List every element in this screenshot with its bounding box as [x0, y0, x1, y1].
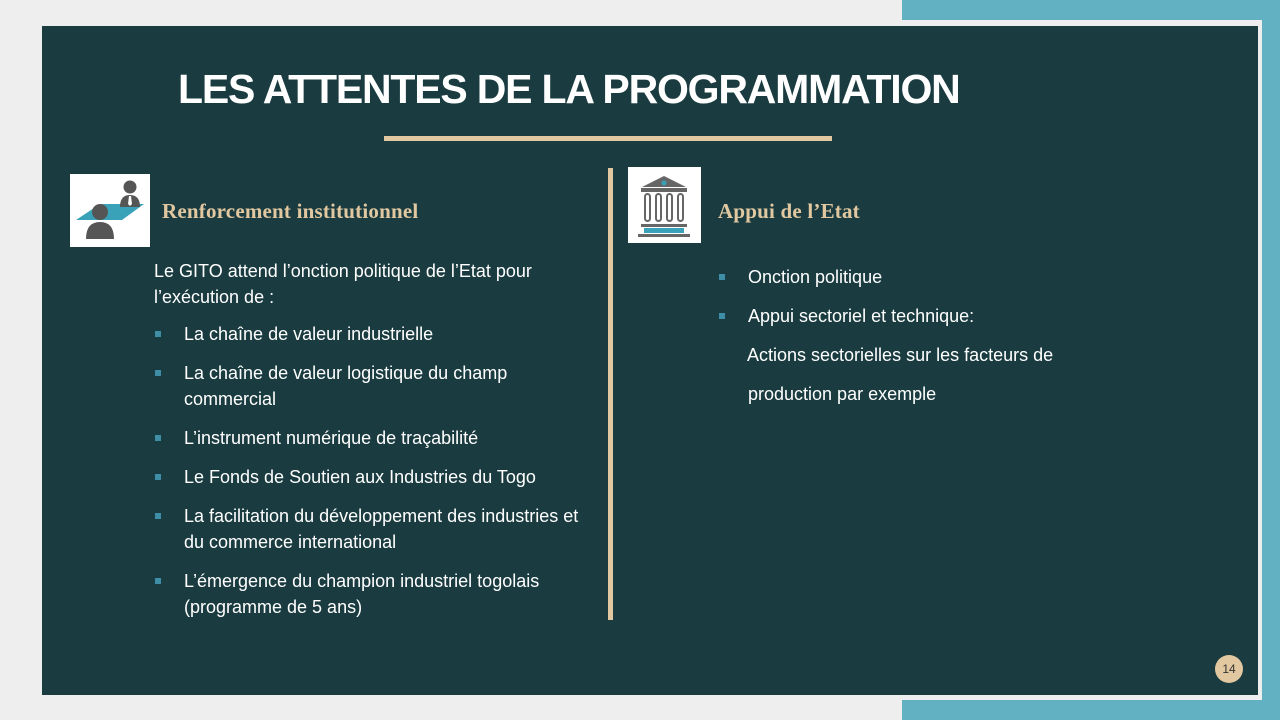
- list-item: La chaîne de valeur logistique du champ commercial: [184, 360, 584, 412]
- section-heading-renforcement: Renforcement institutionnel: [162, 199, 419, 223]
- list-item: L’émergence du champion industriel togolais (programme de 5 ans): [184, 568, 584, 620]
- left-bullet-list: [184, 321, 584, 633]
- bullet-icon: [155, 435, 161, 441]
- bullet-icon: [155, 331, 161, 337]
- list-item: Le Fonds de Soutien aux Industries du Togo: [184, 464, 584, 490]
- bullet-icon: [155, 513, 161, 519]
- bullet-icon: [155, 474, 161, 480]
- title-underline: [384, 136, 832, 141]
- list-item: La chaîne de valeur industrielle: [184, 321, 584, 347]
- section-heading-appui: Appui de l’Etat: [718, 199, 860, 223]
- list-continuation: production par exemple: [748, 384, 937, 404]
- list-item: La facilitation du développement des industries et du commerce international: [184, 503, 584, 555]
- list-item: Onction politique: [748, 264, 1168, 290]
- government-building-icon: [628, 167, 701, 243]
- page-number: 14: [1215, 655, 1243, 683]
- list-item: Appui sectoriel et technique:: [748, 303, 1168, 329]
- column-divider: [608, 168, 613, 620]
- bullet-icon: [719, 274, 725, 280]
- accent-bar-right: [1262, 0, 1280, 720]
- bullet-icon: [155, 578, 161, 584]
- bullet-icon: [155, 370, 161, 376]
- slide-panel: [42, 26, 1258, 695]
- bullet-icon: [719, 313, 725, 319]
- accent-bar-bottom: [902, 700, 1280, 720]
- slide-title: LES ATTENTES DE LA PROGRAMMATION: [178, 66, 960, 112]
- accent-bar-top: [902, 0, 1280, 20]
- list-item: L’instrument numérique de traçabilité: [184, 425, 584, 451]
- list-continuation: Actions sectorielles sur les facteurs de: [747, 345, 1054, 365]
- meeting-people-icon: [70, 174, 150, 247]
- intro-text: Le GITO attend l’onction politique de l’Etat pour l’exécution de :: [154, 261, 532, 307]
- right-bullet-list: [748, 264, 1168, 420]
